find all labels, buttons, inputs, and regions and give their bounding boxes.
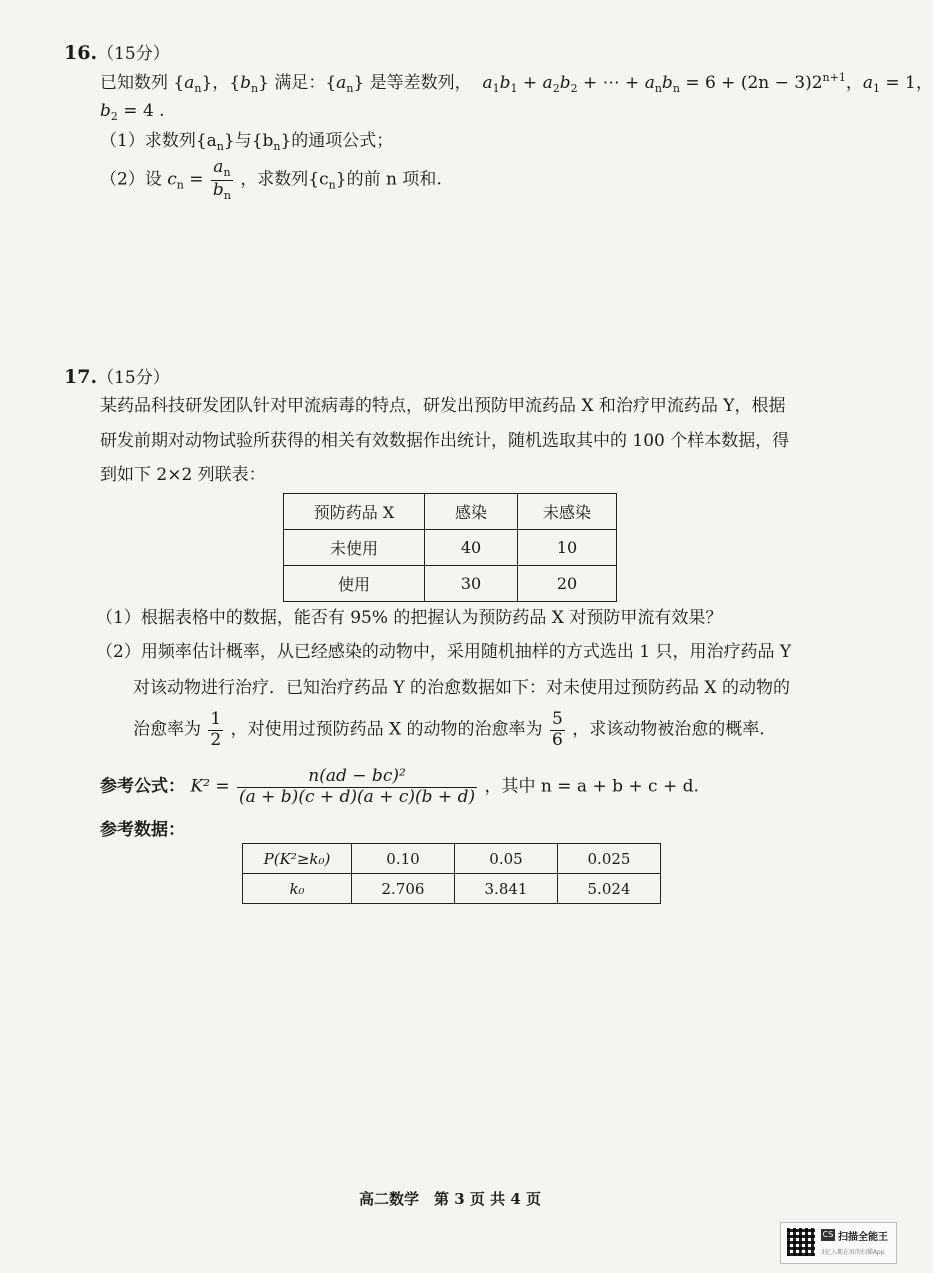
table-cell: 30 bbox=[425, 566, 518, 602]
table-cell: 0.05 bbox=[455, 844, 558, 874]
q17-part2-line3b: ，对使用过预防药品 X 的动物的治愈率为 bbox=[230, 719, 543, 740]
q16-given-line2: $b_2 = 4$ . bbox=[100, 101, 165, 123]
q17-intro-line3: 到如下 2×2 列联表： bbox=[100, 465, 266, 485]
q17-score: （15分） bbox=[97, 368, 170, 388]
q17-part1: （1）根据表格中的数据，能否有 95% 的把握认为预防药品 X 对预防甲流有效果？ bbox=[96, 608, 723, 628]
formula-label: 参考公式： bbox=[100, 776, 185, 797]
page-footer: 高二数学 第 3 页 共 4 页 bbox=[359, 1190, 541, 1208]
q16-given-text-2: 满足： bbox=[274, 73, 326, 93]
qr-code-icon bbox=[787, 1228, 815, 1256]
q16-part1-a: （1）求数列{a bbox=[100, 131, 217, 151]
q17-intro-line2: 研发前期对动物试验所获得的相关有效数据作出统计，随机选取其中的 100 个样本数据，得 bbox=[100, 431, 790, 451]
frac2-num: 5 bbox=[551, 709, 563, 729]
q16-given-line1: 已知数列 $\{a_n\}$，$\{b_n\}$ 满足：$\{a_n\}$ 是等差数列， $a_1b_1 + a_2b_2$ + ⋯ + $a_nb_n = 6 + (2n - 3)2^{n+1}$，$a_1 = 1$， bbox=[100, 71, 933, 95]
table-header-cell: 预防药品 X bbox=[284, 494, 425, 530]
q16-part2-b: ，求数列{c bbox=[240, 169, 329, 190]
frac2-den: 6 bbox=[551, 729, 563, 750]
q16-a1: = 1， bbox=[885, 73, 933, 93]
q17-intro-line1: 某药品科技研发团队针对甲流病毒的特点，研发出预防甲流药品 X 和治疗甲流药品 Y，根据 bbox=[100, 396, 786, 416]
q16-fraction: $\frac{a_n}{b_n}$ bbox=[212, 157, 231, 202]
table-cell: 使用 bbox=[284, 566, 425, 602]
q17-part2-line2: 对该动物进行治疗．已知治疗药品 Y 的治愈数据如下：对未使用过预防药品 X 的动物的 bbox=[133, 678, 790, 698]
scanner-subtitle: 3亿人都在用的扫描App bbox=[821, 1249, 885, 1256]
reference-formula bbox=[100, 767, 699, 807]
q16-score: （15分） bbox=[97, 44, 170, 64]
q16-part2-c: }的前 n 项和. bbox=[335, 169, 442, 190]
q16-header bbox=[64, 44, 170, 63]
q16-number: 16. bbox=[64, 42, 98, 64]
table-cell: 40 bbox=[425, 530, 518, 566]
frac1-den: 2 bbox=[210, 729, 222, 750]
table-cell: P(K²≥k₀) bbox=[243, 844, 352, 874]
formula-tail: ，其中 n = a + b + c + d. bbox=[484, 776, 699, 797]
formula-denominator: (a + b)(c + d)(a + c)(b + d) bbox=[238, 786, 476, 807]
table-header-row bbox=[284, 494, 617, 530]
q16-part2: （2）设 $c_n$ = $\frac{a_n}{b_n}$ ，求数列$\{c_n\}$的前 n 项和. bbox=[100, 157, 442, 202]
reference-data-label: 参考数据： bbox=[100, 820, 185, 840]
reference-data-table bbox=[242, 843, 661, 904]
table-row bbox=[284, 566, 617, 602]
table-cell: 3.841 bbox=[455, 874, 558, 904]
table-row bbox=[243, 874, 661, 904]
q16-part1: （1）求数列$\{a_n\}$与$\{b_n\}$的通项公式； bbox=[100, 131, 394, 153]
table-cell: k₀ bbox=[243, 874, 352, 904]
table-header-cell: 感染 bbox=[425, 494, 518, 530]
q17-header bbox=[64, 368, 170, 387]
formula-fraction bbox=[237, 767, 477, 807]
q16-given-text: 已知数列 bbox=[100, 73, 168, 93]
q16-sum-exp: n+1 bbox=[822, 71, 846, 84]
q17-part2-line3 bbox=[133, 710, 765, 750]
scanner-watermark bbox=[780, 1222, 897, 1264]
q17-part2-line3c: ，求该动物被治愈的概率. bbox=[572, 719, 765, 740]
q17-part2-line1: （2）用频率估计概率，从已经感染的动物中，采用随机抽样的方式选出 1 只，用治疗药品 Y bbox=[96, 642, 792, 662]
table-row bbox=[284, 530, 617, 566]
table-cell: 2.706 bbox=[352, 874, 455, 904]
table-row bbox=[243, 844, 661, 874]
frac1-num: 1 bbox=[210, 709, 222, 729]
q17-fraction-2 bbox=[550, 710, 565, 750]
table-cell: 0.10 bbox=[352, 844, 455, 874]
formula-numerator: n(ad − bc)² bbox=[237, 767, 477, 788]
q17-part2-line3a: 治愈率为 bbox=[133, 719, 201, 740]
q16-sum-rhs: = 6 + (2n − 3)2 bbox=[685, 73, 823, 93]
q16-part2-a: （2）设 bbox=[100, 169, 162, 190]
camscanner-icon: CS bbox=[822, 1230, 834, 1239]
table-cell: 10 bbox=[518, 530, 617, 566]
table-cell: 未使用 bbox=[284, 530, 425, 566]
q17-fraction-1 bbox=[208, 710, 223, 750]
q16-part1-c: }的通项公式； bbox=[280, 131, 394, 151]
table-cell: 5.024 bbox=[558, 874, 661, 904]
contingency-table bbox=[283, 493, 617, 602]
q16-given-text-3: 是等差数列， bbox=[369, 73, 472, 93]
q16-part1-b: }与{b bbox=[223, 131, 274, 151]
scanner-title: 扫描全能王 bbox=[838, 1232, 888, 1243]
table-cell: 20 bbox=[518, 566, 617, 602]
table-cell: 0.025 bbox=[558, 844, 661, 874]
formula-lhs: K² = bbox=[190, 776, 230, 797]
q16-b2: = 4 . bbox=[123, 101, 165, 121]
table-header-cell: 未感染 bbox=[518, 494, 617, 530]
q16-given-sep: ， bbox=[212, 73, 230, 93]
q17-number: 17. bbox=[64, 366, 98, 388]
